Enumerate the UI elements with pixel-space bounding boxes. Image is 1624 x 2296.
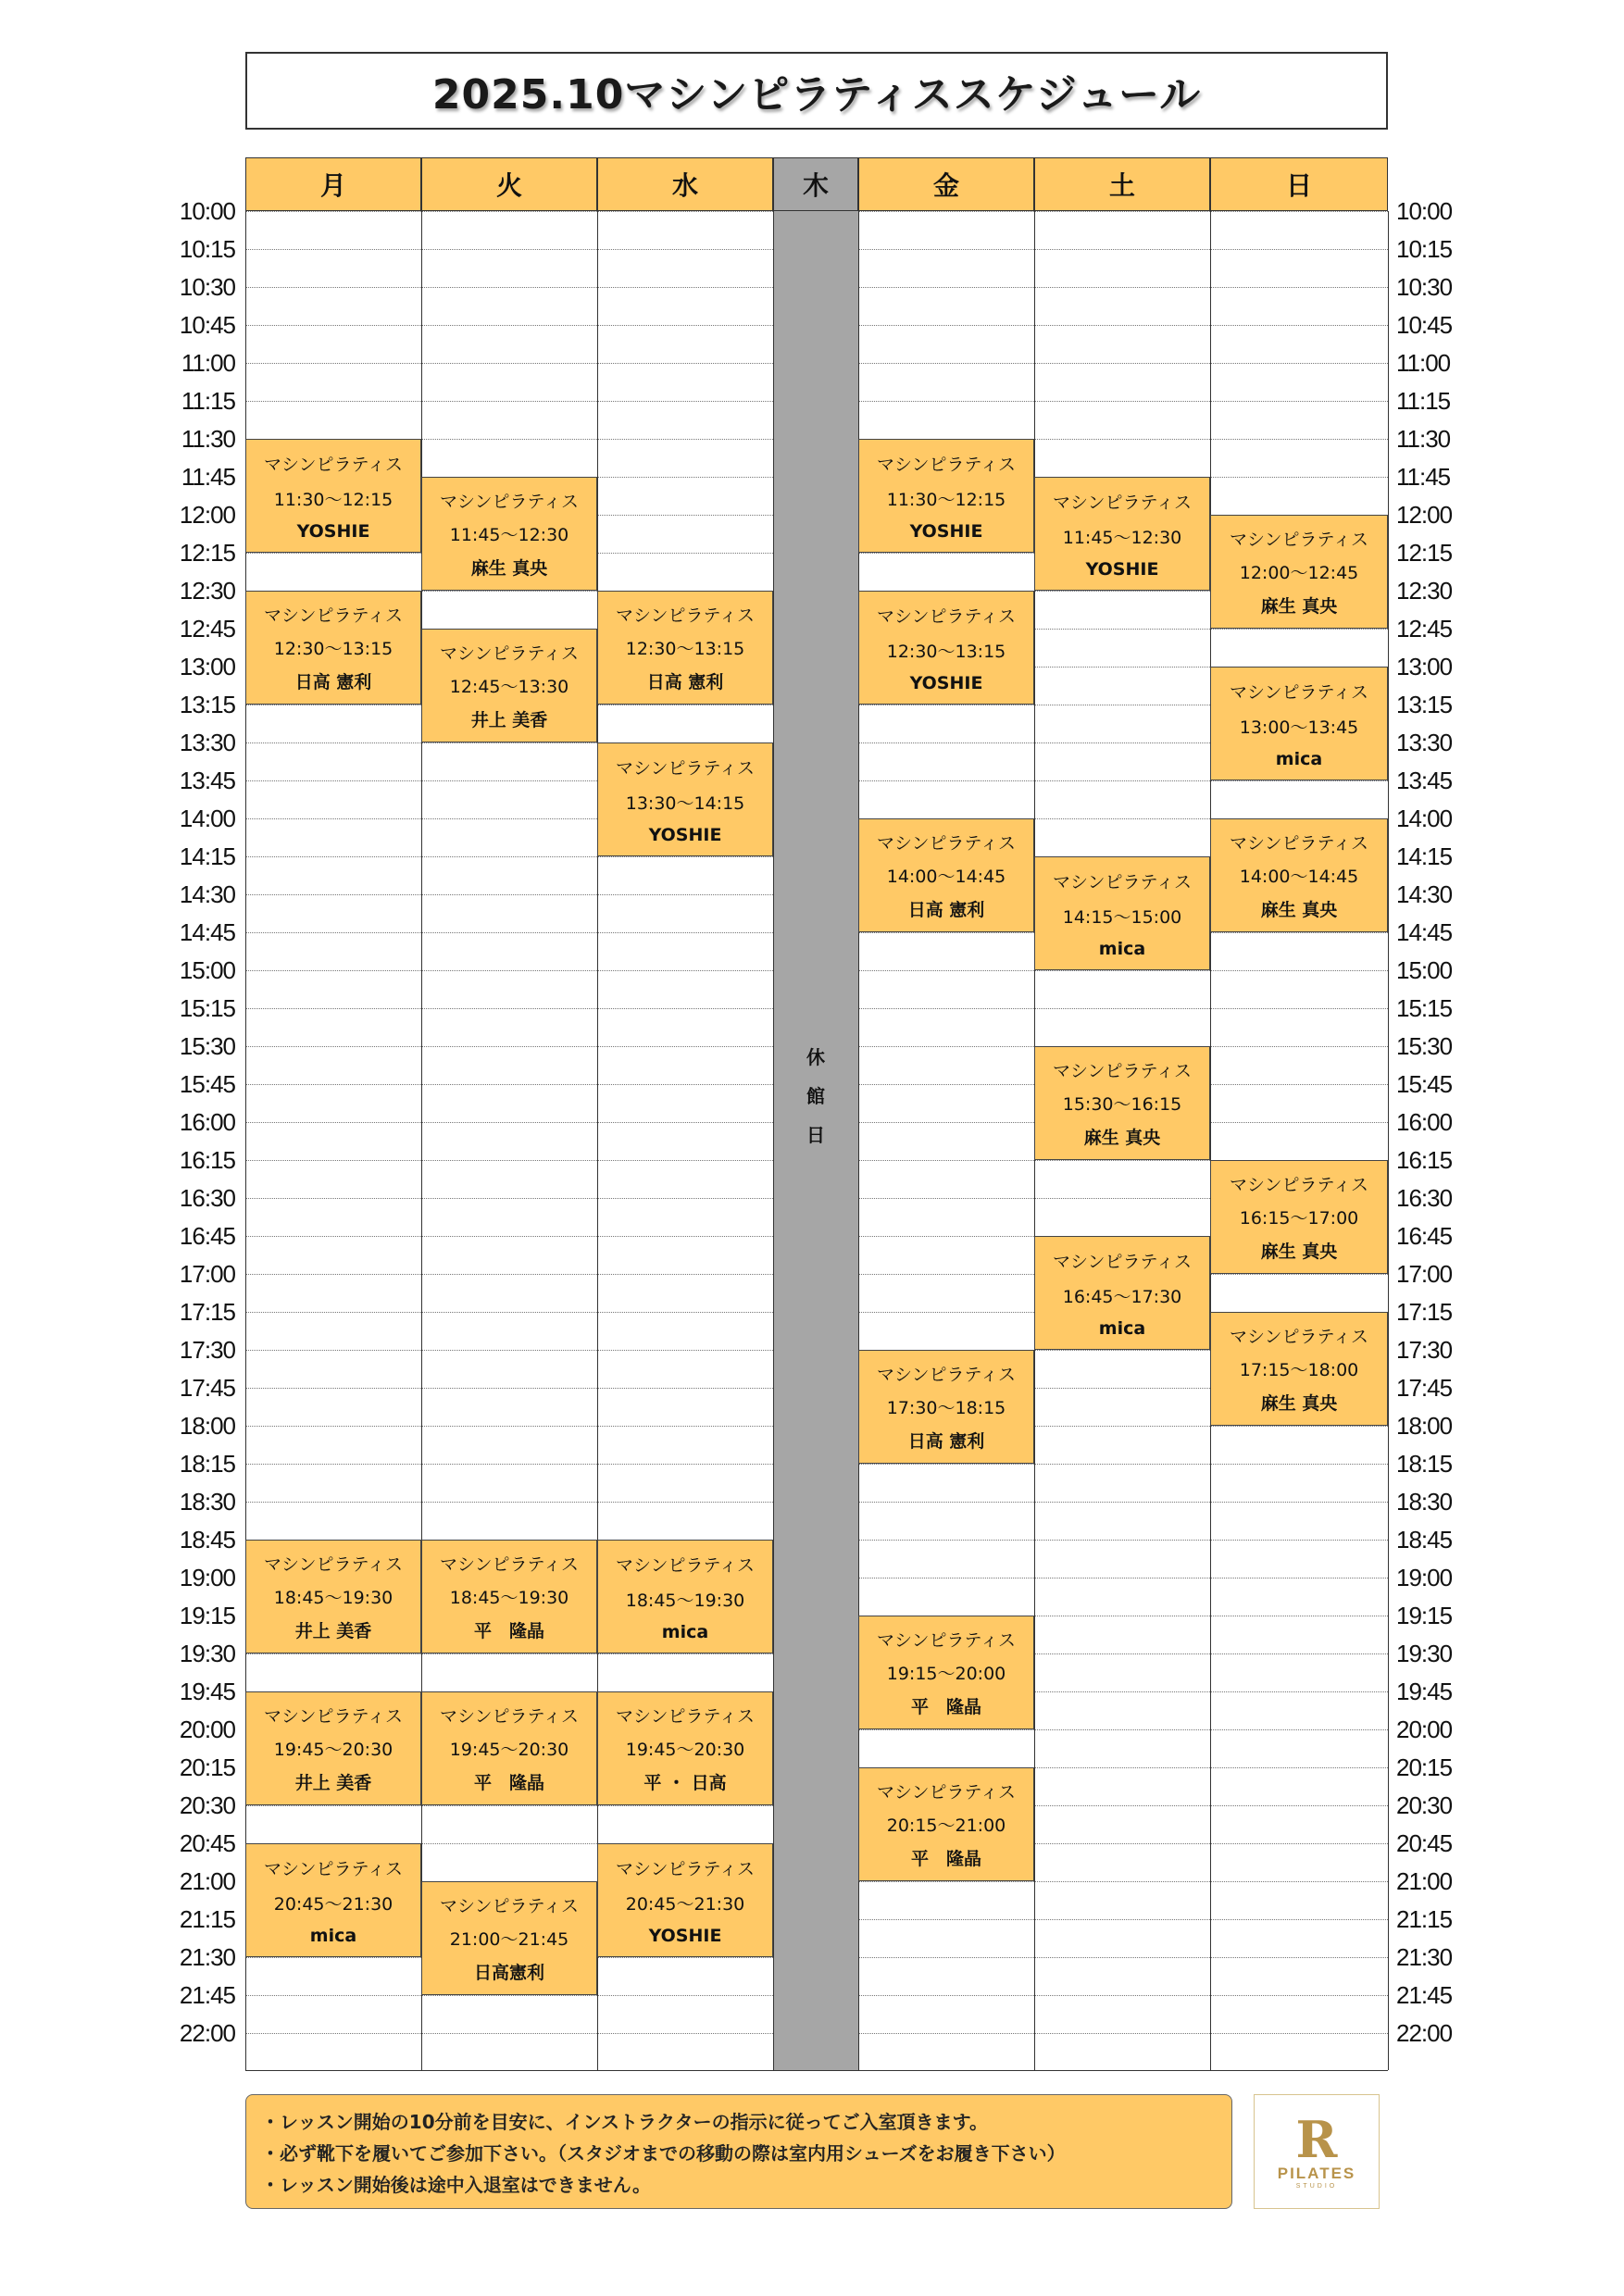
time-label-right: 20:00 [1396,1716,1453,1743]
time-gridline [858,1540,1388,1541]
lesson-block [1034,856,1210,970]
time-gridline [245,1388,773,1389]
time-label-left: 21:15 [179,1905,235,1933]
time-gridline [245,1350,773,1351]
time-label-right: 18:00 [1396,1412,1453,1440]
lesson-block [597,1843,773,1957]
lesson-name: マシンピラティス [439,1705,579,1727]
time-gridline [858,2033,1388,2034]
time-label-left: 13:45 [179,767,235,794]
time-label-right: 12:30 [1396,577,1453,605]
time-gridline [245,1502,773,1503]
time-label-right: 18:15 [1396,1450,1453,1478]
time-label-right: 16:00 [1396,1108,1453,1136]
time-gridline [245,1274,773,1275]
time-gridline [858,1464,1388,1465]
lesson-time: 12:30～13:15 [886,641,1006,662]
time-label-right: 13:15 [1396,691,1453,718]
time-gridline [245,1084,773,1085]
lesson-instructor: 麻生 真央 [1260,1393,1338,1415]
time-gridline [245,325,773,326]
time-gridline [858,211,1388,212]
lesson-block [858,1767,1034,1881]
time-gridline [245,401,773,402]
lesson-instructor: YOSHIE [648,1925,722,1946]
time-gridline [858,1729,1388,1730]
time-label-left: 17:15 [179,1298,235,1326]
time-label-left: 10:30 [179,273,235,301]
time-label-left: 16:30 [179,1184,235,1212]
lesson-name: マシンピラティス [439,491,579,512]
time-label-right: 22:00 [1396,2019,1453,2047]
time-label-right: 17:30 [1396,1336,1453,1364]
time-label-left: 11:15 [181,387,235,415]
studio-logo [1254,2094,1380,2209]
column-divider [1388,211,1389,2070]
lesson-name: マシンピラティス [615,605,755,626]
lesson-block [597,1691,773,1805]
lesson-name: マシンピラティス [439,1895,579,1916]
time-label-right: 20:45 [1396,1829,1453,1857]
time-gridline [245,363,773,364]
time-label-left: 20:00 [179,1716,235,1743]
lesson-time: 17:15～18:00 [1239,1359,1359,1380]
time-gridline [245,1995,773,1996]
lesson-instructor: mica [309,1925,357,1946]
day-header-sat: 土 [1034,157,1210,211]
day-header-fri: 金 [858,157,1034,211]
time-gridline [245,1046,773,1047]
time-label-right: 16:30 [1396,1184,1453,1212]
time-label-left: 21:45 [179,1981,235,2009]
time-label-left: 19:45 [179,1678,235,1705]
time-label-left: 10:00 [179,197,235,225]
time-gridline [245,249,773,250]
time-gridline [858,1957,1388,1958]
lesson-block [1210,818,1388,932]
time-label-left: 19:00 [179,1564,235,1591]
lesson-name: マシンピラティス [1229,832,1368,854]
lesson-name: マシンピラティス [876,1781,1016,1803]
time-label-left: 15:00 [179,956,235,984]
lesson-name: マシンピラティス [876,605,1016,627]
logo-sub: STUDIO [1295,2182,1338,2190]
time-label-right: 17:00 [1396,1260,1453,1288]
time-gridline [858,363,1388,364]
time-gridline [245,1122,773,1123]
day-header-thu: 木 [773,157,858,211]
time-label-left: 12:00 [179,501,235,529]
lesson-instructor: mica [1098,938,1146,959]
title-text: 2025.10マシンピラティススケジュール [431,71,1202,119]
time-gridline [245,894,773,895]
time-label-right: 14:45 [1396,918,1453,946]
time-gridline [245,970,773,971]
time-label-left: 18:15 [179,1450,235,1478]
time-label-left: 19:30 [179,1640,235,1667]
lesson-time: 11:45～12:30 [1062,527,1182,548]
lesson-time: 20:45～21:30 [273,1893,394,1915]
time-label-left: 10:45 [179,311,235,339]
time-label-right: 21:45 [1396,1981,1453,2009]
lesson-instructor: 日高憲利 [473,1963,544,1984]
time-label-left: 21:00 [179,1867,235,1895]
time-label-left: 18:45 [179,1526,235,1554]
lesson-instructor: 麻生 真央 [1260,1242,1338,1263]
time-label-right: 12:00 [1396,501,1453,529]
time-gridline [858,249,1388,250]
closed-day-text: 休 [806,1045,825,1068]
lesson-block [421,1540,597,1653]
lesson-instructor: YOSHIE [648,824,722,845]
lesson-instructor: 井上 美香 [294,1773,372,1794]
time-label-right: 10:00 [1396,197,1453,225]
time-label-right: 18:45 [1396,1526,1453,1554]
time-gridline [858,1881,1388,1882]
time-label-left: 22:00 [179,2019,235,2047]
lesson-time: 19:45～20:30 [273,1739,394,1760]
notes-box [245,2094,1232,2209]
lesson-block [1210,515,1388,629]
time-label-right: 13:00 [1396,653,1453,680]
time-label-left: 20:30 [179,1791,235,1819]
time-label-left: 17:30 [179,1336,235,1364]
lesson-instructor: YOSHIE [909,672,983,693]
time-label-left: 15:30 [179,1032,235,1060]
lesson-instructor: 井上 美香 [470,710,548,731]
lesson-time: 20:45～21:30 [625,1893,745,1915]
lesson-block [858,1350,1034,1464]
time-label-right: 18:30 [1396,1488,1453,1516]
time-label-right: 11:15 [1396,387,1451,415]
lesson-block [597,742,773,856]
time-label-right: 20:30 [1396,1791,1453,1819]
time-label-right: 19:45 [1396,1678,1453,1705]
lesson-name: マシンピラティス [1229,529,1368,550]
lesson-time: 19:45～20:30 [449,1739,569,1760]
lesson-time: 20:15～21:00 [886,1815,1006,1836]
lesson-name: マシンピラティス [876,832,1016,854]
lesson-name: マシンピラティス [615,1858,755,1879]
lesson-instructor: YOSHIE [909,520,983,542]
lesson-instructor: 井上 美香 [294,1621,372,1642]
time-gridline [858,401,1388,402]
lesson-instructor: YOSHIE [296,520,370,542]
lesson-block [1210,667,1388,780]
lesson-instructor: 日高 憲利 [907,900,985,921]
lesson-time: 18:45～19:30 [449,1587,569,1608]
time-gridline [245,211,773,212]
lesson-time: 11:45～12:30 [449,524,569,545]
time-label-right: 10:30 [1396,273,1453,301]
lesson-time: 17:30～18:15 [886,1397,1006,1418]
lesson-name: マシンピラティス [615,1705,755,1727]
time-label-right: 21:00 [1396,1867,1453,1895]
time-label-right: 17:15 [1396,1298,1453,1326]
lesson-time: 12:30～13:15 [273,638,394,659]
time-gridline [245,1008,773,1009]
lesson-name: マシンピラティス [263,1858,403,1879]
lesson-block [1210,1160,1388,1274]
lesson-block [245,591,421,705]
lesson-time: 21:00～21:45 [449,1928,569,1950]
lesson-name: マシンピラティス [439,643,579,664]
time-gridline [245,856,773,857]
lesson-instructor: 麻生 真央 [1260,900,1338,921]
lesson-time: 12:30～13:15 [625,638,745,659]
grid-bottom-border [245,2070,1388,2071]
lesson-time: 19:45～20:30 [625,1739,745,1760]
time-gridline [858,1008,1388,1009]
lesson-time: 13:30～14:15 [625,792,745,814]
lesson-instructor: 平 隆晶 [910,1697,981,1718]
time-gridline [245,1426,773,1427]
time-gridline [858,1919,1388,1920]
time-label-right: 15:45 [1396,1070,1453,1098]
time-label-right: 11:30 [1396,425,1451,453]
time-label-left: 11:00 [181,349,235,377]
time-label-left: 14:00 [179,805,235,832]
lesson-time: 16:45～17:30 [1062,1286,1182,1307]
lesson-name: マシンピラティス [263,454,403,475]
logo-word: PILATES [1277,2164,1356,2182]
lesson-block [1034,1236,1210,1350]
time-label-left: 12:15 [179,539,235,567]
lesson-instructor: 麻生 真央 [1083,1128,1161,1149]
lesson-name: マシンピラティス [1229,681,1368,703]
lesson-time: 14:00～14:45 [886,866,1006,887]
time-label-right: 21:15 [1396,1905,1453,1933]
time-label-right: 12:15 [1396,539,1453,567]
lesson-instructor: 平 ・ 日高 [643,1773,727,1794]
time-label-right: 15:15 [1396,994,1453,1022]
time-label-left: 16:15 [179,1146,235,1174]
time-label-left: 15:45 [179,1070,235,1098]
lesson-instructor: 麻生 真央 [470,558,548,580]
lesson-block [858,1616,1034,1729]
time-gridline [245,1236,773,1237]
note-line: ・レッスン開始後は途中入退室はできません。 [261,2173,651,2196]
time-gridline [245,287,773,288]
column-divider [773,211,774,2070]
lesson-name: マシンピラティス [263,605,403,626]
lesson-block [245,1843,421,1957]
time-label-left: 18:00 [179,1412,235,1440]
lesson-instructor: 日高 憲利 [907,1431,985,1453]
lesson-name: マシンピラティス [1229,1174,1368,1195]
lesson-name: マシンピラティス [1229,1326,1368,1347]
time-label-right: 21:30 [1396,1943,1453,1971]
time-gridline [858,1502,1388,1503]
time-label-left: 12:30 [179,577,235,605]
lesson-name: マシンピラティス [1052,871,1192,892]
time-label-right: 16:45 [1396,1222,1453,1250]
time-gridline [858,1995,1388,1996]
time-label-left: 18:30 [179,1488,235,1516]
note-line: ・必ず靴下を履いてご参加下さい。（スタジオまでの移動の際は室内用シューズをお履き下さい） [261,2141,1066,2165]
time-label-right: 11:45 [1396,463,1451,491]
lesson-block [421,629,597,742]
time-label-left: 14:30 [179,880,235,908]
lesson-block [1210,1312,1388,1426]
time-label-right: 19:15 [1396,1602,1453,1629]
lesson-time: 14:00～14:45 [1239,866,1359,887]
time-label-left: 12:45 [179,615,235,643]
time-gridline [245,1198,773,1199]
time-gridline [245,2033,773,2034]
day-header-wed: 水 [597,157,773,211]
time-label-right: 10:45 [1396,311,1453,339]
note-line: ・レッスン開始の10分前を目安に、インストラクターの指示に従ってご入室頂きます。 [261,2110,989,2133]
lesson-name: マシンピラティス [263,1705,403,1727]
time-label-left: 17:45 [179,1374,235,1402]
lesson-name: マシンピラティス [1052,1251,1192,1272]
time-label-left: 19:15 [179,1602,235,1629]
closed-day-text: 日 [806,1123,825,1146]
lesson-name: マシンピラティス [876,454,1016,475]
time-label-right: 15:30 [1396,1032,1453,1060]
time-gridline [245,932,773,933]
lesson-block [858,439,1034,553]
lesson-time: 15:30～16:15 [1062,1093,1182,1115]
lesson-time: 14:15～15:00 [1062,906,1182,928]
lesson-instructor: YOSHIE [1085,558,1159,580]
time-gridline [858,780,1388,781]
lesson-block [858,818,1034,932]
lesson-name: マシンピラティス [876,1629,1016,1651]
time-label-right: 13:30 [1396,729,1453,756]
time-label-right: 15:00 [1396,956,1453,984]
lesson-block [245,439,421,553]
lesson-name: マシンピラティス [263,1554,403,1575]
lesson-name: マシンピラティス [1052,1060,1192,1081]
lesson-name: マシンピラティス [876,1364,1016,1385]
lesson-instructor: mica [1275,748,1323,769]
day-header-tue: 火 [421,157,597,211]
lesson-block [421,1881,597,1995]
time-label-right: 11:00 [1396,349,1451,377]
day-header-sun: 日 [1210,157,1388,211]
closed-day-text: 館 [806,1084,825,1107]
lesson-time: 18:45～19:30 [625,1590,745,1611]
lesson-time: 13:00～13:45 [1239,717,1359,738]
lesson-block [858,591,1034,705]
lesson-instructor: 平 隆晶 [473,1621,544,1642]
time-gridline [245,1160,773,1161]
time-label-left: 13:15 [179,691,235,718]
time-gridline [245,1805,773,1806]
time-gridline [245,1312,773,1313]
time-label-left: 14:15 [179,842,235,870]
time-label-right: 13:45 [1396,767,1453,794]
time-label-right: 17:45 [1396,1374,1453,1402]
lesson-block [245,1691,421,1805]
time-label-left: 17:00 [179,1260,235,1288]
lesson-instructor: 平 隆晶 [473,1773,544,1794]
time-gridline [858,287,1388,288]
lesson-instructor: 日高 憲利 [294,672,372,693]
lesson-name: マシンピラティス [615,757,755,779]
lesson-block [1034,1046,1210,1160]
time-label-left: 13:00 [179,653,235,680]
time-label-right: 14:30 [1396,880,1453,908]
lesson-time: 12:45～13:30 [449,676,569,697]
time-label-right: 19:30 [1396,1640,1453,1667]
lesson-block [1034,477,1210,591]
time-label-left: 10:15 [179,235,235,263]
lesson-block [245,1540,421,1653]
time-label-right: 10:15 [1396,235,1453,263]
lesson-name: マシンピラティス [439,1554,579,1575]
time-label-left: 11:45 [181,463,235,491]
lesson-name: マシンピラティス [615,1554,755,1576]
time-label-left: 11:30 [181,425,235,453]
time-label-right: 14:15 [1396,842,1453,870]
time-gridline [858,325,1388,326]
time-label-right: 12:45 [1396,615,1453,643]
time-label-right: 20:15 [1396,1753,1453,1781]
column-divider [1210,211,1211,2070]
time-label-left: 20:15 [179,1753,235,1781]
lesson-instructor: 日高 憲利 [646,672,724,693]
time-label-left: 13:30 [179,729,235,756]
lesson-instructor: 平 隆晶 [910,1849,981,1870]
lesson-time: 18:45～19:30 [273,1587,394,1608]
lesson-instructor: 麻生 真央 [1260,596,1338,618]
lesson-block [597,591,773,705]
lesson-time: 19:15～20:00 [886,1663,1006,1684]
time-gridline [858,970,1388,971]
lesson-block [421,477,597,591]
time-gridline [245,1464,773,1465]
lesson-block [597,1540,773,1653]
lesson-time: 12:00～12:45 [1239,562,1359,583]
lesson-block [421,1691,597,1805]
time-label-left: 16:00 [179,1108,235,1136]
day-header-mon: 月 [245,157,421,211]
time-label-left: 20:45 [179,1829,235,1857]
time-label-left: 14:45 [179,918,235,946]
logo-mark: R [1295,2109,1338,2169]
time-label-right: 16:15 [1396,1146,1453,1174]
lesson-instructor: mica [1098,1317,1146,1339]
time-label-right: 14:00 [1396,805,1453,832]
lesson-time: 11:30～12:15 [273,489,394,510]
time-label-left: 21:30 [179,1943,235,1971]
time-label-left: 15:15 [179,994,235,1022]
lesson-time: 11:30～12:15 [886,489,1006,510]
time-gridline [245,1653,773,1654]
lesson-instructor: mica [661,1621,709,1642]
lesson-name: マシンピラティス [1052,492,1192,513]
time-label-right: 19:00 [1396,1564,1453,1591]
lesson-time: 16:15～17:00 [1239,1207,1359,1229]
time-label-left: 16:45 [179,1222,235,1250]
